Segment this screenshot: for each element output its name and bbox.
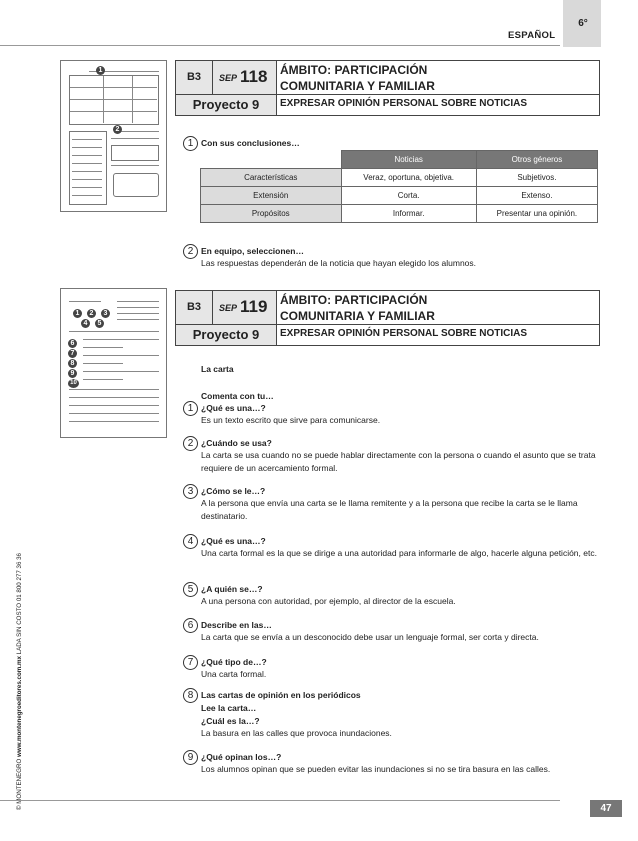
thumb-marker: 3 — [101, 309, 110, 318]
grade-label: 6° — [578, 18, 588, 29]
thumb-marker: 10 — [68, 379, 79, 388]
item-question: Las cartas de opinión en los periódicos — [201, 690, 361, 700]
table-row — [201, 169, 598, 187]
item-question: ¿Qué tipo de…? — [201, 657, 267, 667]
item-question: ¿Cómo se le…? — [201, 486, 266, 496]
table-cell: Extenso. — [476, 187, 597, 205]
item-question: ¿Cuál es la…? — [201, 716, 260, 726]
sep-label: SEP — [219, 73, 238, 83]
item-number: 2 — [183, 244, 198, 259]
item-number: 2 — [183, 436, 198, 451]
item-number: 1 — [183, 401, 198, 416]
item-answer: La carta que se envía a un desconocido debe usar un lenguaje formal, ser corta y directa. — [201, 632, 539, 642]
item-answer: A una persona con autoridad, por ejemplo, al director de la escuela. — [201, 596, 456, 606]
item-question: ¿A quién se…? — [201, 584, 263, 594]
thumb-marker: 4 — [81, 319, 90, 328]
ambito-line-1: ÁMBITO: PARTICIPACIÓN — [280, 63, 428, 77]
table-row — [201, 187, 598, 205]
item-question: ¿Cuándo se usa? — [201, 438, 272, 448]
item-question: En equipo, seleccionen… — [201, 246, 304, 256]
item-answer: Las respuestas dependerán de la noticia que hayan elegido los alumnos. — [201, 258, 477, 268]
thumb-marker: 2 — [87, 309, 96, 318]
ambito-line-2: COMUNITARIA Y FAMILIAR — [280, 309, 435, 323]
page-thumbnail-1 — [60, 60, 167, 212]
ambito-line-2: COMUNITARIA Y FAMILIAR — [280, 79, 435, 93]
item-answer: Una carta formal es la que se dirige a una autoridad para informarle de algo, hacerle alguna petición, etc. — [201, 548, 597, 558]
item-number: 4 — [183, 534, 198, 549]
section-intro: Comenta con tu… — [201, 391, 274, 401]
ambito-title — [280, 292, 435, 324]
page-number: 47 — [590, 800, 622, 817]
table-cell: Corta. — [341, 187, 476, 205]
item-question: Describe en las… — [201, 620, 272, 630]
thumb-marker: 7 — [68, 349, 77, 358]
item-question: Con sus conclusiones… — [201, 138, 300, 148]
table-corner — [201, 151, 342, 169]
table-row-header: Propósitos — [201, 205, 342, 223]
item-number: 5 — [183, 582, 198, 597]
thumb-marker: 9 — [68, 369, 77, 378]
subject-label: ESPAÑOL — [508, 30, 556, 41]
table-header: Otros géneros — [476, 151, 597, 169]
table-cell: Presentar una opinión. — [476, 205, 597, 223]
table-cell: Veraz, oportuna, objetiva. — [341, 169, 476, 187]
section-title: La carta — [201, 364, 234, 374]
table-cell: Subjetivos. — [476, 169, 597, 187]
ambito-line-1: ÁMBITO: PARTICIPACIÓN — [280, 293, 428, 307]
sep-label: SEP — [219, 303, 238, 313]
table-row — [201, 205, 598, 223]
table-header: Noticias — [341, 151, 476, 169]
footer-rule — [0, 800, 560, 801]
lesson-header-118 — [175, 60, 600, 116]
item-answer: A la persona que envía una carta se le llama remitente y a la persona que recibe la carta se le llama destinatario. — [201, 498, 578, 521]
thumb-marker: 6 — [68, 339, 77, 348]
item-answer: La basura en las calles que provoca inundaciones. — [201, 728, 392, 738]
item-question: ¿Qué es una…? — [201, 403, 266, 413]
credit-phone: LADA SIN COSTO 01 800 277 36 36 — [16, 553, 23, 655]
block-label: B3 — [176, 61, 213, 94]
ambito-title — [280, 62, 435, 94]
thumb-marker: 1 — [96, 66, 105, 75]
project-theme: EXPRESAR OPINIÓN PERSONAL SOBRE NOTICIAS — [280, 328, 528, 339]
item-answer: La carta se usa cuando no se puede hablar directamente con la persona o cuando el asunto que se trata requiere de un acercamiento formal. — [201, 450, 596, 473]
table-row-header: Características — [201, 169, 342, 187]
thumb-marker: 5 — [95, 319, 104, 328]
item-number: 1 — [183, 136, 198, 151]
header-rule — [0, 45, 560, 46]
page-thumbnail-2 — [60, 288, 167, 438]
sep-page-number: 118 — [240, 67, 268, 86]
item-number: 8 — [183, 688, 198, 703]
item-number: 7 — [183, 655, 198, 670]
project-theme: EXPRESAR OPINIÓN PERSONAL SOBRE NOTICIAS — [280, 98, 528, 109]
item-answer: Una carta formal. — [201, 669, 267, 679]
item-question: Lee la carta… — [201, 703, 257, 713]
item-question: ¿Qué es una…? — [201, 536, 266, 546]
sep-page-number: 119 — [240, 297, 268, 316]
item-answer: Es un texto escrito que sirve para comunicarse. — [201, 415, 381, 425]
project-label: Proyecto 9 — [176, 95, 277, 115]
item-number: 3 — [183, 484, 198, 499]
item-number: 6 — [183, 618, 198, 633]
table-header-row — [201, 151, 598, 169]
block-label: B3 — [176, 291, 213, 324]
thumb-marker: 2 — [113, 125, 122, 134]
project-label: Proyecto 9 — [176, 325, 277, 345]
item-question: ¿Qué opinan los…? — [201, 752, 282, 762]
side-credit — [16, 553, 23, 810]
lesson-header-119 — [175, 290, 600, 346]
table-row-header: Extensión — [201, 187, 342, 205]
item-answer: Los alumnos opinan que se pueden evitar las inundaciones si no se tira basura en las calles. — [201, 764, 551, 774]
table-cell: Informar. — [341, 205, 476, 223]
thumb-marker: 1 — [73, 309, 82, 318]
thumb-marker: 8 — [68, 359, 77, 368]
item-number: 9 — [183, 750, 198, 765]
credit-url: www.montenegroeditores.com.mx — [16, 656, 23, 757]
comparison-table — [200, 150, 598, 223]
sep-page-box — [213, 61, 277, 94]
sep-page-box — [213, 291, 277, 324]
credit-brand: © MONTENEGRO — [16, 758, 23, 810]
